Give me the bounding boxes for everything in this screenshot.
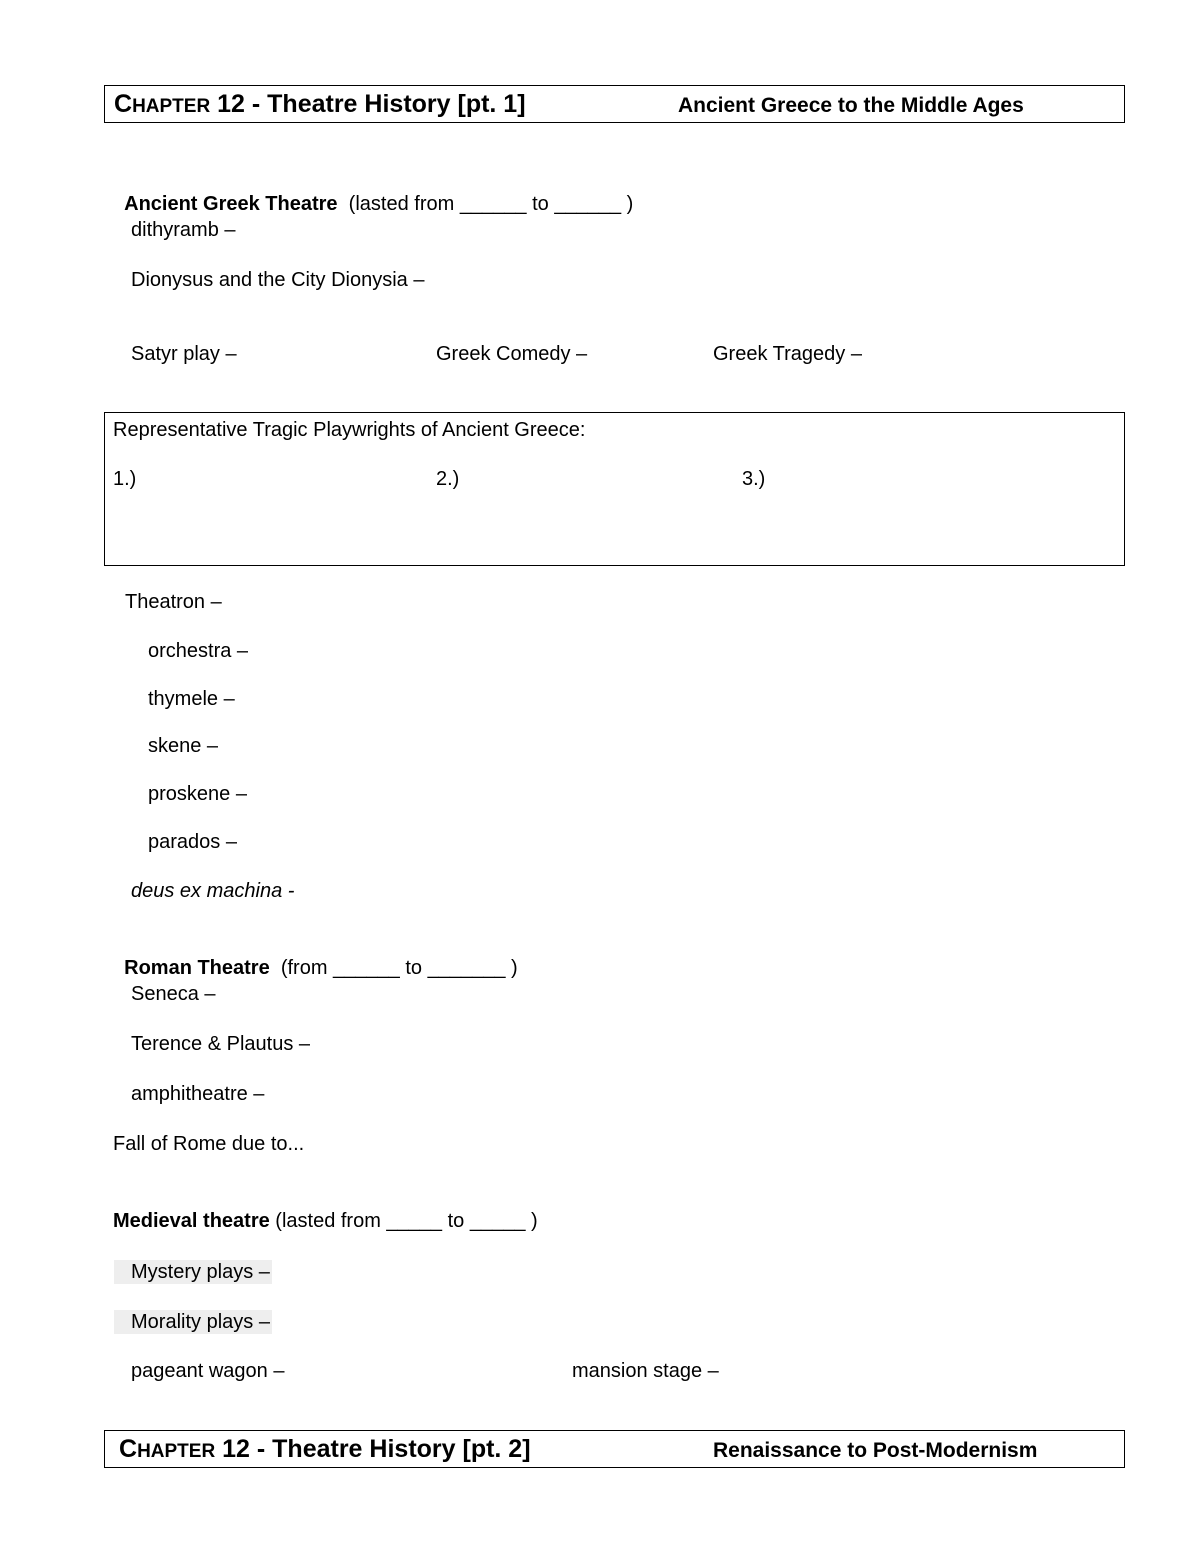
term-dithyramb: dithyramb –: [131, 219, 236, 241]
term-terence-plautus: Terence & Plautus –: [131, 1033, 310, 1055]
term-proskene: proskene –: [148, 783, 247, 805]
term-skene: skene –: [148, 735, 219, 757]
term-orchestra: orchestra –: [148, 640, 249, 662]
term-satyr-play: Satyr play –: [131, 343, 237, 365]
chapter-subtitle-1: Ancient Greece to the Middle Ages: [678, 94, 1024, 117]
term-seneca: Seneca –: [131, 983, 216, 1005]
playwright-item-1: 1.): [113, 468, 137, 490]
term-amphitheatre: amphitheatre –: [131, 1083, 265, 1105]
medieval-heading: Medieval theatre: [113, 1210, 270, 1232]
playwright-item-3: 3.): [742, 468, 766, 490]
medieval-heading-line: [113, 1209, 538, 1233]
term-pageant-wagon: pageant wagon –: [131, 1360, 285, 1382]
roman-heading: Roman Theatre: [124, 957, 270, 979]
chapter-title-2: CHAPTER 12 - Theatre History [pt. 2]: [119, 1435, 531, 1463]
term-parados: parados –: [148, 831, 237, 853]
term-fall-of-rome: Fall of Rome due to...: [113, 1133, 305, 1155]
chapter-subtitle-2: Renaissance to Post-Modernism: [713, 1439, 1038, 1462]
term-thymele: thymele –: [148, 688, 235, 710]
greek-heading-note: (lasted from ______ to ______ ): [348, 193, 634, 215]
playwright-item-2: 2.): [436, 468, 460, 490]
greek-heading-line: [113, 168, 633, 216]
term-deus-ex-machina: deus ex machina -: [131, 880, 295, 902]
playwrights-title: Representative Tragic Playwrights of Ancient Greece:: [113, 419, 586, 441]
term-theatron: Theatron –: [125, 591, 222, 613]
greek-heading: Ancient Greek Theatre: [124, 193, 338, 215]
term-greek-tragedy: Greek Tragedy –: [713, 343, 862, 365]
chapter-title-1: CHAPTER 12 - Theatre History [pt. 1]: [114, 90, 526, 118]
term-morality-plays: Morality plays –: [114, 1310, 272, 1334]
term-mansion-stage: mansion stage –: [572, 1360, 719, 1382]
roman-heading-note: (from ______ to _______ ): [280, 957, 518, 979]
term-dionysus: Dionysus and the City Dionysia –: [131, 269, 425, 291]
term-mystery-plays: Mystery plays –: [114, 1260, 272, 1284]
term-greek-comedy: Greek Comedy –: [436, 343, 588, 365]
roman-heading-line: [113, 932, 518, 980]
medieval-heading-note: (lasted from _____ to _____ ): [269, 1210, 538, 1232]
